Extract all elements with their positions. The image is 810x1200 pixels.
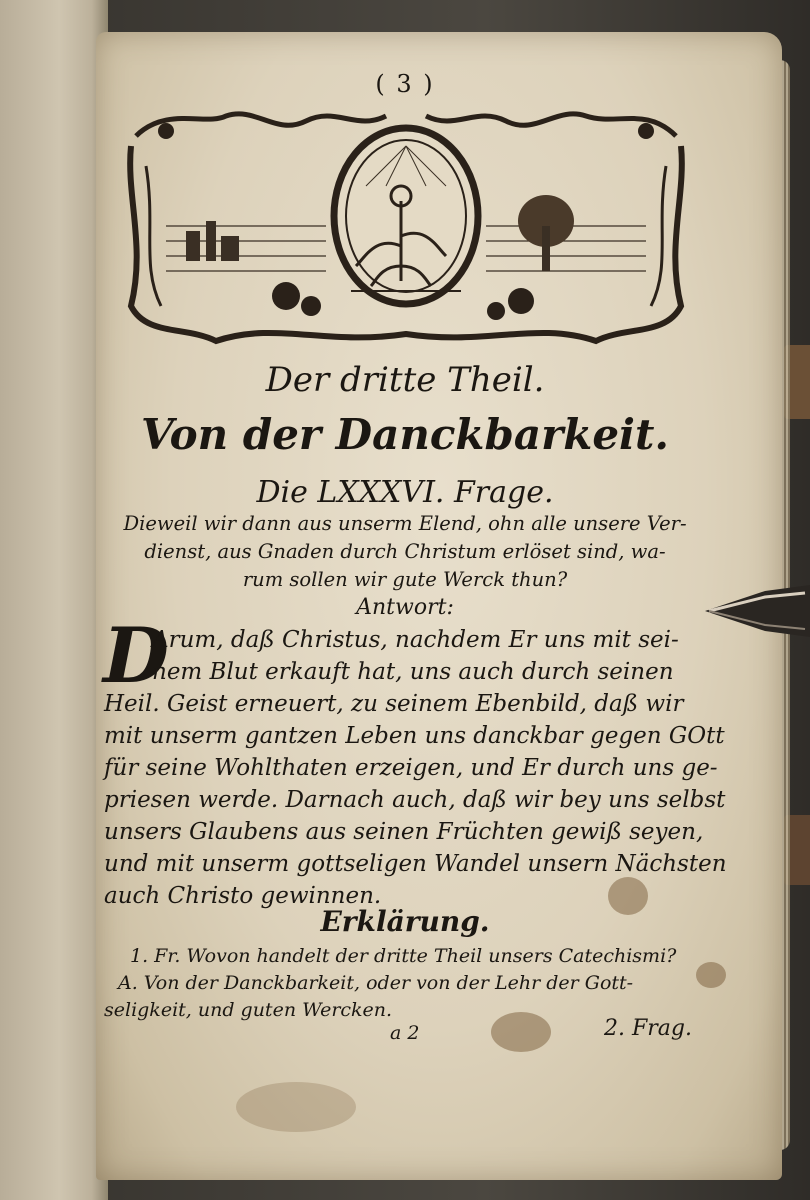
answer-line: mit unserm gantzen Leben uns danckbar gegen GOtt <box>104 723 725 749</box>
answer-line: unsers Glaubens aus seinen Früchten gewiß seyen, <box>104 819 704 845</box>
answer-line: priesen werde. Darnach auch, daß wir bey uns selbst <box>104 787 726 813</box>
answer-line: Heil. Geist erneuert, zu seinem Ebenbild, daß wir <box>104 691 684 717</box>
woodcut-vignette <box>126 106 686 346</box>
drop-cap: D <box>103 611 169 700</box>
explanation-line: seligkeit, und guten Wercken. <box>104 999 393 1021</box>
answer-line: auch Christo gewinnen. <box>104 883 382 909</box>
catchword: 2. Frag. <box>604 1016 692 1041</box>
question-heading: Die LXXXVI. Frage. <box>256 475 554 510</box>
answer-line: für seine Wohlthaten erzeigen, und Er durch uns ge- <box>104 755 718 781</box>
explanation-line: A. Von der Danckbarkeit, oder von der Lehr der Gott- <box>118 972 634 994</box>
subject-title: Von der Danckbarkeit. <box>140 410 670 459</box>
explanation-heading: Erklärung. <box>320 905 490 938</box>
answer-heading: Antwort: <box>356 595 454 620</box>
answer-line: Arum, daß Christus, nachdem Er uns mit sei- <box>152 627 679 653</box>
question-line: dienst, aus Gnaden durch Christum erlöset sind, wa- <box>144 540 666 563</box>
signature-mark: a 2 <box>390 1022 420 1044</box>
part-title: Der dritte Theil. <box>265 360 545 400</box>
answer-line: und mit unserm gottseligen Wandel unsern Nächsten <box>104 851 727 877</box>
page-number: ( 3 ) <box>375 70 435 98</box>
page-pointer-tool <box>705 583 810 639</box>
answer-line: nem Blut erkauft hat, uns auch durch seinen <box>152 659 674 685</box>
question-line: rum sollen wir gute Werck thun? <box>242 568 568 591</box>
question-line: Dieweil wir dann aus unserm Elend, ohn alle unsere Ver- <box>123 512 687 535</box>
explanation-line: 1. Fr. Wovon handelt der dritte Theil unsers Catechismi? <box>130 945 677 967</box>
